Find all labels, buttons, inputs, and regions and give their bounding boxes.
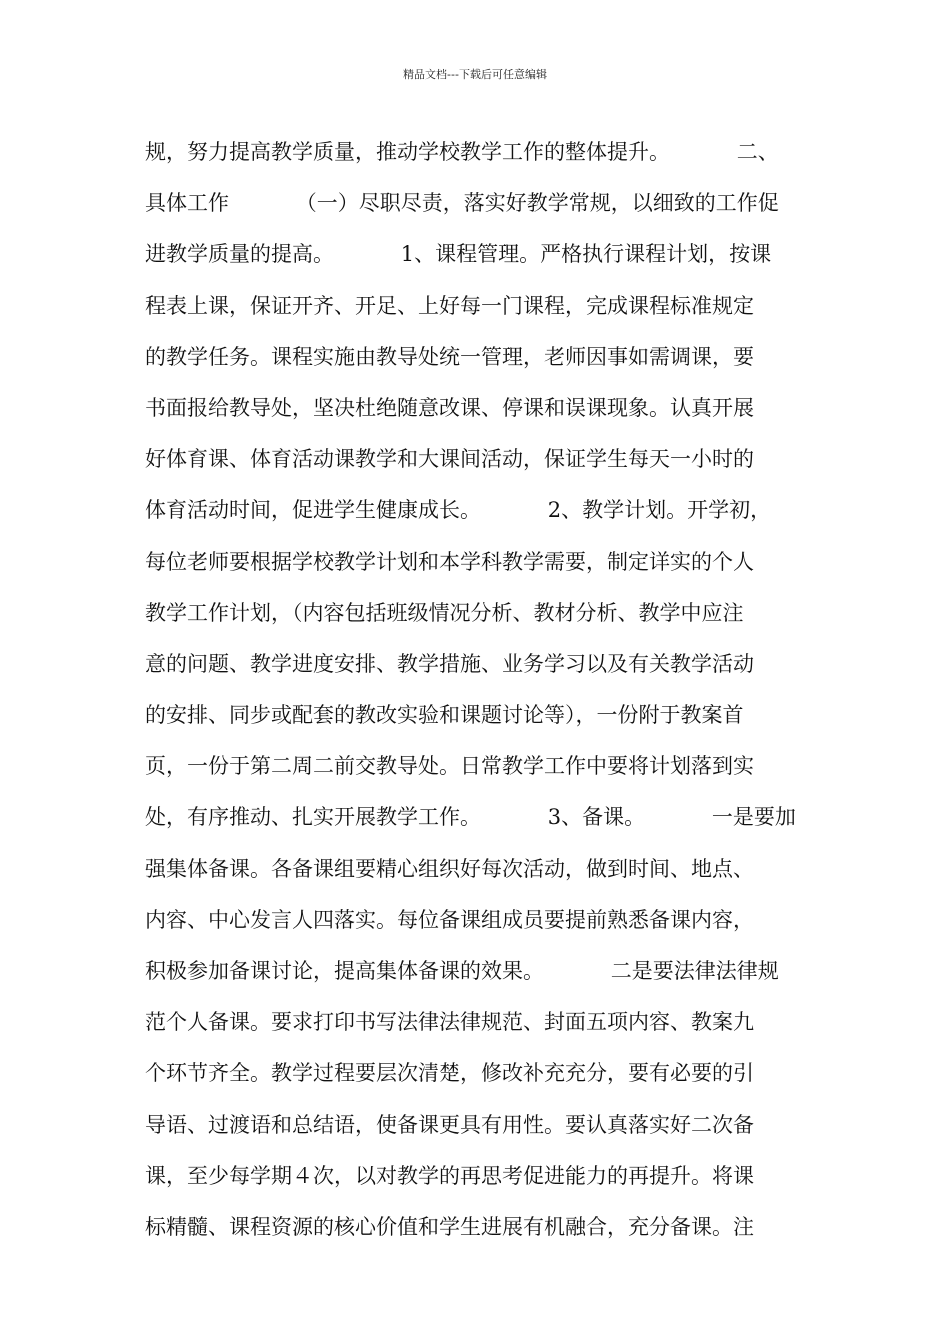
text-line: 导语、过渡语和总结语，使备课更具有用性。要认真落实好二次备: [145, 1112, 754, 1137]
text-line: 个环节齐全。教学过程要层次清楚，修改补充充分，要有必要的引: [145, 1061, 754, 1086]
text-line: 页，一份于第二周二前交教导处。日常教学工作中要将计划落到实: [145, 754, 754, 779]
text-line: 体育活动时间，促进学生健康成长。 2、教学计划。开学初，: [145, 498, 772, 523]
text-line: 规，努力提高教学质量，推动学校教学工作的整体提升。 二、: [145, 140, 779, 164]
text-line: 积极参加备课讨论，提高集体备课的效果。 二是要法律法律规: [145, 959, 779, 983]
document-body: [145, 130, 815, 1256]
text-line: 内容、中心发言人四落实。每位备课组成员要提前熟悉备课内容，: [145, 907, 754, 932]
text-line: 意的问题、教学进度安排、教学措施、业务学习以及有关教学活动: [145, 651, 754, 676]
text-line: 的安排、同步或配套的教改实验和课题讨论等），一份附于教案首: [145, 703, 744, 728]
text-line: 每位老师要根据学校教学计划和本学科教学需要，制定详实的个人: [145, 549, 754, 574]
text-line: 教学工作计划，（内容包括班级情况分析、教材分析、教学中应注: [145, 600, 744, 625]
text-line: 范个人备课。要求打印书写法律法律规范、封面五项内容、教案九: [145, 1010, 754, 1035]
text-line: 进教学质量的提高。 1、课程管理。严格执行课程计划，按课: [145, 242, 772, 267]
text-line: 课，至少每学期４次，以对教学的再思考促进能力的再提升。将课: [145, 1163, 754, 1188]
text-line: 标精髓、课程资源的核心价值和学生进展有机融合，充分备课。注: [145, 1214, 754, 1239]
text-line: 程表上课，保证开齐、开足、上好每一门课程，完成课程标准规定: [145, 293, 754, 318]
text-line: 好体育课、体育活动课教学和大课间活动，保证学生每天一小时的: [145, 447, 754, 472]
page-header: 精品文档---下载后可任意编辑: [403, 68, 547, 81]
text-line: 的教学任务。课程实施由教导处统一管理，老师因事如需调课，要: [145, 344, 754, 369]
text-line: 处，有序推动、扎实开展教学工作。 3、备课。 一是要加: [145, 805, 796, 830]
text-line: 具体工作 （一）尽职尽责，落实好教学常规，以细致的工作促: [145, 191, 779, 216]
text-line: 强集体备课。各备课组要精心组织好每次活动，做到时间、地点、: [145, 856, 754, 881]
text-line: 书面报给教导处，坚决杜绝随意改课、停课和误课现象。认真开展: [145, 395, 754, 420]
